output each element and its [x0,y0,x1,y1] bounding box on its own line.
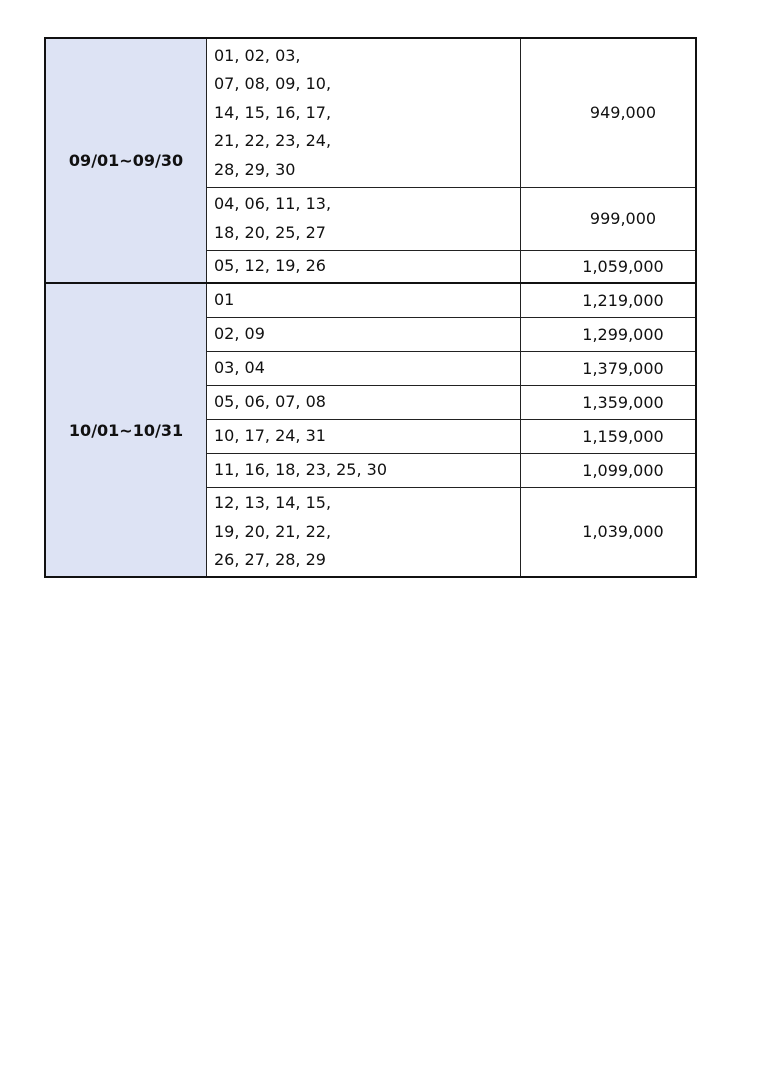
dates-cell [207,419,521,453]
date-line: 18, 20, 25, 27 [214,222,326,242]
dates-cell [207,250,521,283]
price-cell: 1,359,000 [521,385,697,419]
date-line: 28, 29, 30 [214,159,296,179]
date-line: 03, 04 [214,357,265,377]
table-row [45,283,696,317]
period-cell: 09/01~09/30 [45,38,207,283]
date-line: 14, 15, 16, 17, [214,102,332,122]
date-line: 19, 20, 21, 22, [214,521,332,541]
date-line: 11, 16, 18, 23, 25, 30 [214,459,388,479]
date-line: 21, 22, 23, 24, [214,131,332,150]
dates-cell [207,38,521,187]
price-cell: 1,059,000 [521,250,697,283]
price-cell: 1,219,000 [521,283,697,317]
dates-cell [207,385,521,419]
price-cell: 1,099,000 [521,453,697,487]
price-cell: 1,039,000 [521,487,697,577]
date-line: 10, 17, 24, 31 [214,425,326,445]
date-line: 02, 09 [214,323,265,343]
dates-cell [207,187,521,250]
date-line: 01, 02, 03, [214,45,301,65]
date-line: 05, 12, 19, 26 [214,256,326,275]
price-table-body [45,38,696,577]
dates-cell [207,487,521,577]
table-row [45,38,696,187]
date-line: 04, 06, 11, 13, [214,194,332,213]
dates-cell [207,453,521,487]
price-cell: 1,379,000 [521,351,697,385]
period-cell: 10/01~10/31 [45,283,207,577]
dates-cell [207,283,521,317]
dates-cell [207,317,521,351]
price-cell: 1,299,000 [521,317,697,351]
price-table [44,37,697,578]
date-line: 26, 27, 28, 29 [214,550,326,569]
date-line: 07, 08, 09, 10, [214,74,332,93]
price-cell: 999,000 [521,187,697,250]
price-cell: 1,159,000 [521,419,697,453]
date-line: 01 [214,290,235,309]
date-line: 05, 06, 07, 08 [214,391,326,411]
date-line: 12, 13, 14, 15, [214,493,332,512]
price-cell: 949,000 [521,38,697,187]
dates-cell [207,351,521,385]
